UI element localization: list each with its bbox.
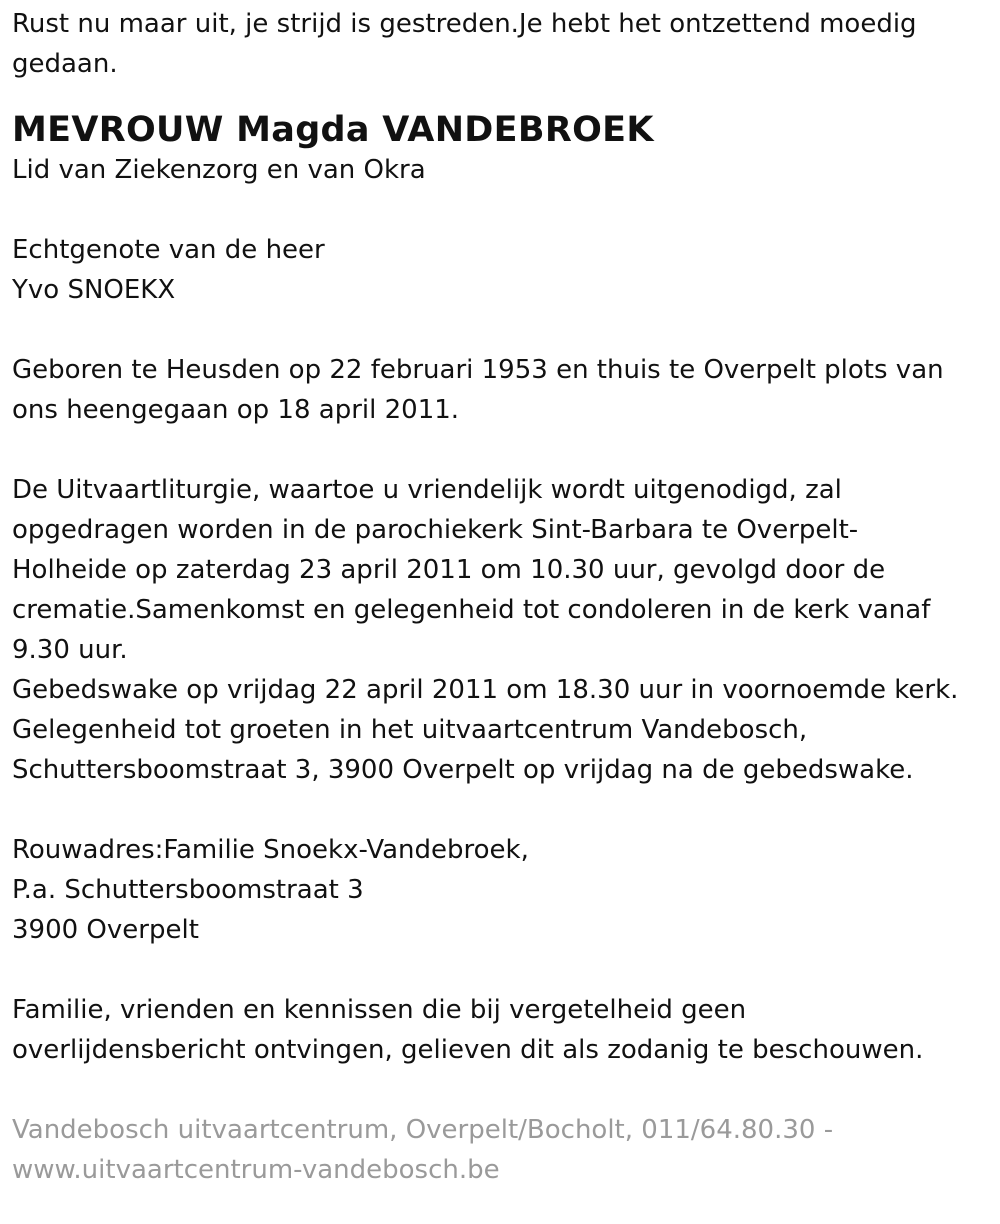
- funeral-line: Gelegenheid tot groeten in het uitvaartcentrum Vandebosch,: [12, 715, 808, 745]
- footer-website[interactable]: www.uitvaartcentrum-vandebosch.be: [12, 1155, 500, 1185]
- funeral-line: Gebedswake op vrijdag 22 april 2011 om 18.30 uur in voornoemde kerk.: [12, 675, 959, 705]
- spacer: [12, 190, 988, 230]
- address-line: Rouwadres:Familie Snoekx-Vandebroek,: [12, 835, 529, 865]
- funeral-block: [12, 470, 988, 790]
- funeral-line: crematie.Samenkomst en gelegenheid tot condoleren in de kerk vanaf: [12, 595, 931, 625]
- footer-line: Vandebosch uitvaartcentrum, Overpelt/Bocholt, 011/64.80.30 -: [12, 1115, 834, 1145]
- intro-line: gedaan.: [12, 49, 118, 79]
- notice-line: Familie, vrienden en kennissen die bij vergetelheid geen: [12, 995, 747, 1025]
- spacer: [12, 430, 988, 470]
- birth-death-line: ons heengegaan op 18 april 2011.: [12, 395, 460, 425]
- address-line: P.a. Schuttersboomstraat 3: [12, 875, 364, 905]
- spouse-line: Yvo SNOEKX: [12, 275, 176, 305]
- funeral-line: opgedragen worden in de parochiekerk Sint-Barbara te Overpelt-: [12, 515, 859, 545]
- spacer: [12, 310, 988, 350]
- deceased-name: MEVROUW Magda VANDEBROEK: [12, 110, 654, 150]
- notice-block: [12, 990, 988, 1070]
- funeral-line: Holheide op zaterdag 23 april 2011 om 10.30 uur, gevolgd door de: [12, 555, 886, 585]
- footer-credits: [12, 1110, 988, 1190]
- spacer: [12, 950, 988, 990]
- spacer: [12, 1070, 988, 1110]
- birth-death-line: Geboren te Heusden op 22 februari 1953 en thuis te Overpelt plots van: [12, 355, 944, 385]
- spouse-line: Echtgenote van de heer: [12, 235, 325, 265]
- funeral-line: Schuttersboomstraat 3, 3900 Overpelt op vrijdag na de gebedswake.: [12, 755, 914, 785]
- notice-line: overlijdensbericht ontvingen, gelieven dit als zodanig te beschouwen.: [12, 1035, 924, 1065]
- address-line: 3900 Overpelt: [12, 915, 199, 945]
- funeral-line: 9.30 uur.: [12, 635, 128, 665]
- spacer: [12, 790, 988, 830]
- intro-line: Rust nu maar uit, je strijd is gestreden.Je hebt het ontzettend moedig: [12, 9, 917, 39]
- intro-quote: [12, 4, 988, 84]
- address-block: [12, 830, 988, 950]
- birth-death-block: [12, 350, 988, 430]
- spouse-block: [12, 230, 988, 310]
- funeral-line: De Uitvaartliturgie, waartoe u vriendelijk wordt uitgenodigd, zal: [12, 475, 842, 505]
- membership-text: Lid van Ziekenzorg en van Okra: [12, 155, 426, 185]
